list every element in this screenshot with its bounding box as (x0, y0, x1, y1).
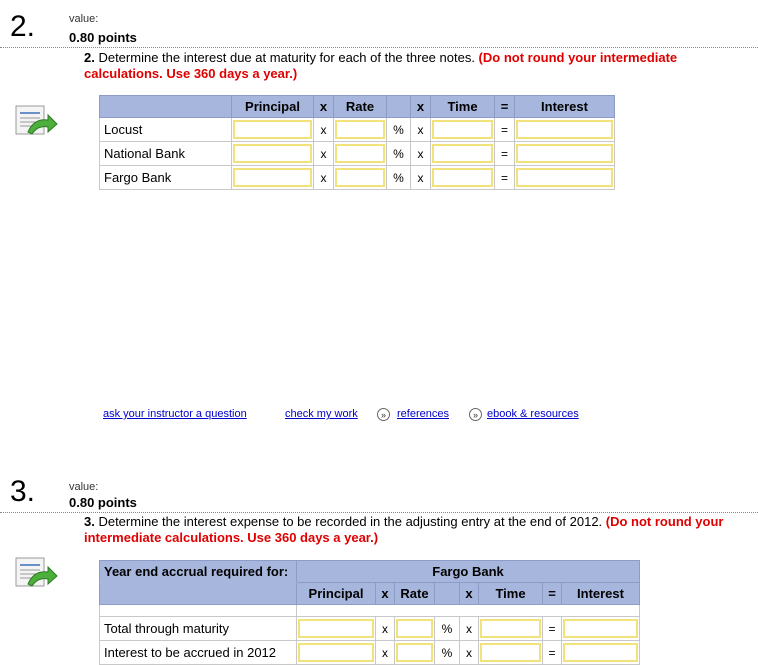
check-my-work-link[interactable]: check my work (285, 408, 358, 420)
times-sign: x (460, 617, 479, 641)
times-sign: x (314, 118, 334, 142)
row-label: Fargo Bank (100, 166, 232, 190)
header-fargo-bank: Fargo Bank (297, 561, 640, 583)
header-principal: Principal (297, 583, 376, 605)
table-header-row (100, 96, 615, 118)
principal-cell (297, 641, 376, 665)
equals-sign: = (495, 118, 515, 142)
principal-input[interactable] (298, 619, 374, 638)
rate-cell (334, 166, 387, 190)
equals-sign: = (543, 641, 562, 665)
percent-sign: % (387, 142, 411, 166)
time-input[interactable] (432, 168, 493, 187)
points-value: 0.80 points (69, 30, 137, 45)
principal-input[interactable] (233, 168, 312, 187)
times-sign: x (376, 617, 395, 641)
times-sign: x (460, 641, 479, 665)
question-number-2: 2. (10, 10, 36, 43)
header-equals: = (543, 583, 562, 605)
rate-cell (395, 641, 435, 665)
header-interest: Interest (515, 96, 615, 118)
header-times: x (376, 583, 395, 605)
question-links (0, 408, 758, 424)
principal-cell (232, 118, 314, 142)
times-sign: x (314, 166, 334, 190)
time-cell (479, 617, 543, 641)
interest-input[interactable] (563, 619, 638, 638)
rate-cell (334, 142, 387, 166)
question-text-number: 2. (84, 50, 95, 65)
header-rate: Rate (395, 583, 435, 605)
equals-sign: = (495, 166, 515, 190)
spacer-cell (297, 605, 640, 617)
header-principal: Principal (232, 96, 314, 118)
row-label: National Bank (100, 142, 232, 166)
row-label: Interest to be accrued in 2012 (100, 641, 297, 665)
equals-sign: = (543, 617, 562, 641)
rate-input[interactable] (335, 120, 385, 139)
times-sign: x (314, 142, 334, 166)
table-header-row (100, 583, 640, 605)
interest-cell (515, 142, 615, 166)
percent-sign: % (435, 617, 460, 641)
percent-sign: % (387, 118, 411, 142)
header-time: Time (431, 96, 495, 118)
question-text (84, 514, 724, 546)
interest-cell (562, 641, 640, 665)
time-cell (431, 142, 495, 166)
header-rate: Rate (334, 96, 387, 118)
principal-input[interactable] (298, 643, 374, 662)
principal-cell (297, 617, 376, 641)
header-blank (435, 583, 460, 605)
header-times: x (411, 96, 431, 118)
times-sign: x (411, 118, 431, 142)
worksheet-icon (14, 556, 58, 590)
header-blank (387, 96, 411, 118)
separator (0, 47, 758, 48)
question-text-number: 3. (84, 514, 95, 529)
rate-input[interactable] (335, 168, 385, 187)
interest-input[interactable] (563, 643, 638, 662)
accrual-table (99, 560, 640, 665)
references-link[interactable]: references (397, 408, 449, 420)
question-text-instruction: (Do not round your intermediate calculations. Use 360 days a year.) (84, 514, 724, 545)
expand-ebook-icon[interactable]: » (469, 408, 482, 421)
header-blank (100, 96, 232, 118)
principal-cell (232, 142, 314, 166)
interest-input[interactable] (516, 120, 613, 139)
header-interest: Interest (562, 583, 640, 605)
principal-input[interactable] (233, 144, 312, 163)
rate-input[interactable] (396, 643, 433, 662)
interest-cell (515, 118, 615, 142)
value-label: value: (69, 13, 99, 25)
table-header-row (100, 561, 640, 583)
times-sign: x (411, 166, 431, 190)
interest-input[interactable] (516, 144, 613, 163)
percent-sign: % (435, 641, 460, 665)
time-input[interactable] (480, 643, 541, 662)
spacer-cell (100, 605, 297, 617)
equals-sign: = (495, 142, 515, 166)
header-blank (100, 583, 297, 605)
rate-input[interactable] (396, 619, 433, 638)
time-input[interactable] (432, 144, 493, 163)
spacer-row (100, 605, 640, 617)
percent-sign: % (387, 166, 411, 190)
times-sign: x (376, 641, 395, 665)
header-times: x (460, 583, 479, 605)
table-row (100, 118, 615, 142)
header-equals: = (495, 96, 515, 118)
table-row (100, 142, 615, 166)
time-cell (431, 166, 495, 190)
rate-cell (334, 118, 387, 142)
ebook-resources-link[interactable]: ebook & resources (487, 408, 579, 420)
time-cell (431, 118, 495, 142)
rate-cell (395, 617, 435, 641)
principal-cell (232, 166, 314, 190)
row-label: Locust (100, 118, 232, 142)
question-text-instruction: (Do not round your intermediate calculations. Use 360 days a year.) (84, 50, 678, 81)
rate-input[interactable] (335, 144, 385, 163)
times-sign: x (411, 142, 431, 166)
interest-cell (515, 166, 615, 190)
separator (0, 512, 758, 513)
interest-input[interactable] (516, 168, 613, 187)
header-times: x (314, 96, 334, 118)
expand-references-icon[interactable]: » (377, 408, 390, 421)
principal-input[interactable] (233, 120, 312, 139)
value-label: value: (69, 481, 99, 493)
question-text-main: Determine the interest due at maturity for each of the three notes. (94, 50, 479, 65)
question-text (84, 50, 724, 82)
table-row (100, 617, 640, 641)
table-row (100, 166, 615, 190)
time-input[interactable] (480, 619, 541, 638)
header-time: Time (479, 583, 543, 605)
row-label: Total through maturity (100, 617, 297, 641)
header-accrual-label: Year end accrual required for: (100, 561, 297, 583)
time-input[interactable] (432, 120, 493, 139)
time-cell (479, 641, 543, 665)
question-number-3: 3. (10, 475, 36, 508)
interest-cell (562, 617, 640, 641)
interest-table (99, 95, 615, 190)
points-value: 0.80 points (69, 495, 137, 510)
question-text-main: Determine the interest expense to be recorded in the adjusting entry at the end of 2012. (94, 514, 606, 529)
worksheet-icon (14, 104, 58, 138)
table-row (100, 641, 640, 665)
ask-instructor-link[interactable]: ask your instructor a question (103, 408, 247, 420)
